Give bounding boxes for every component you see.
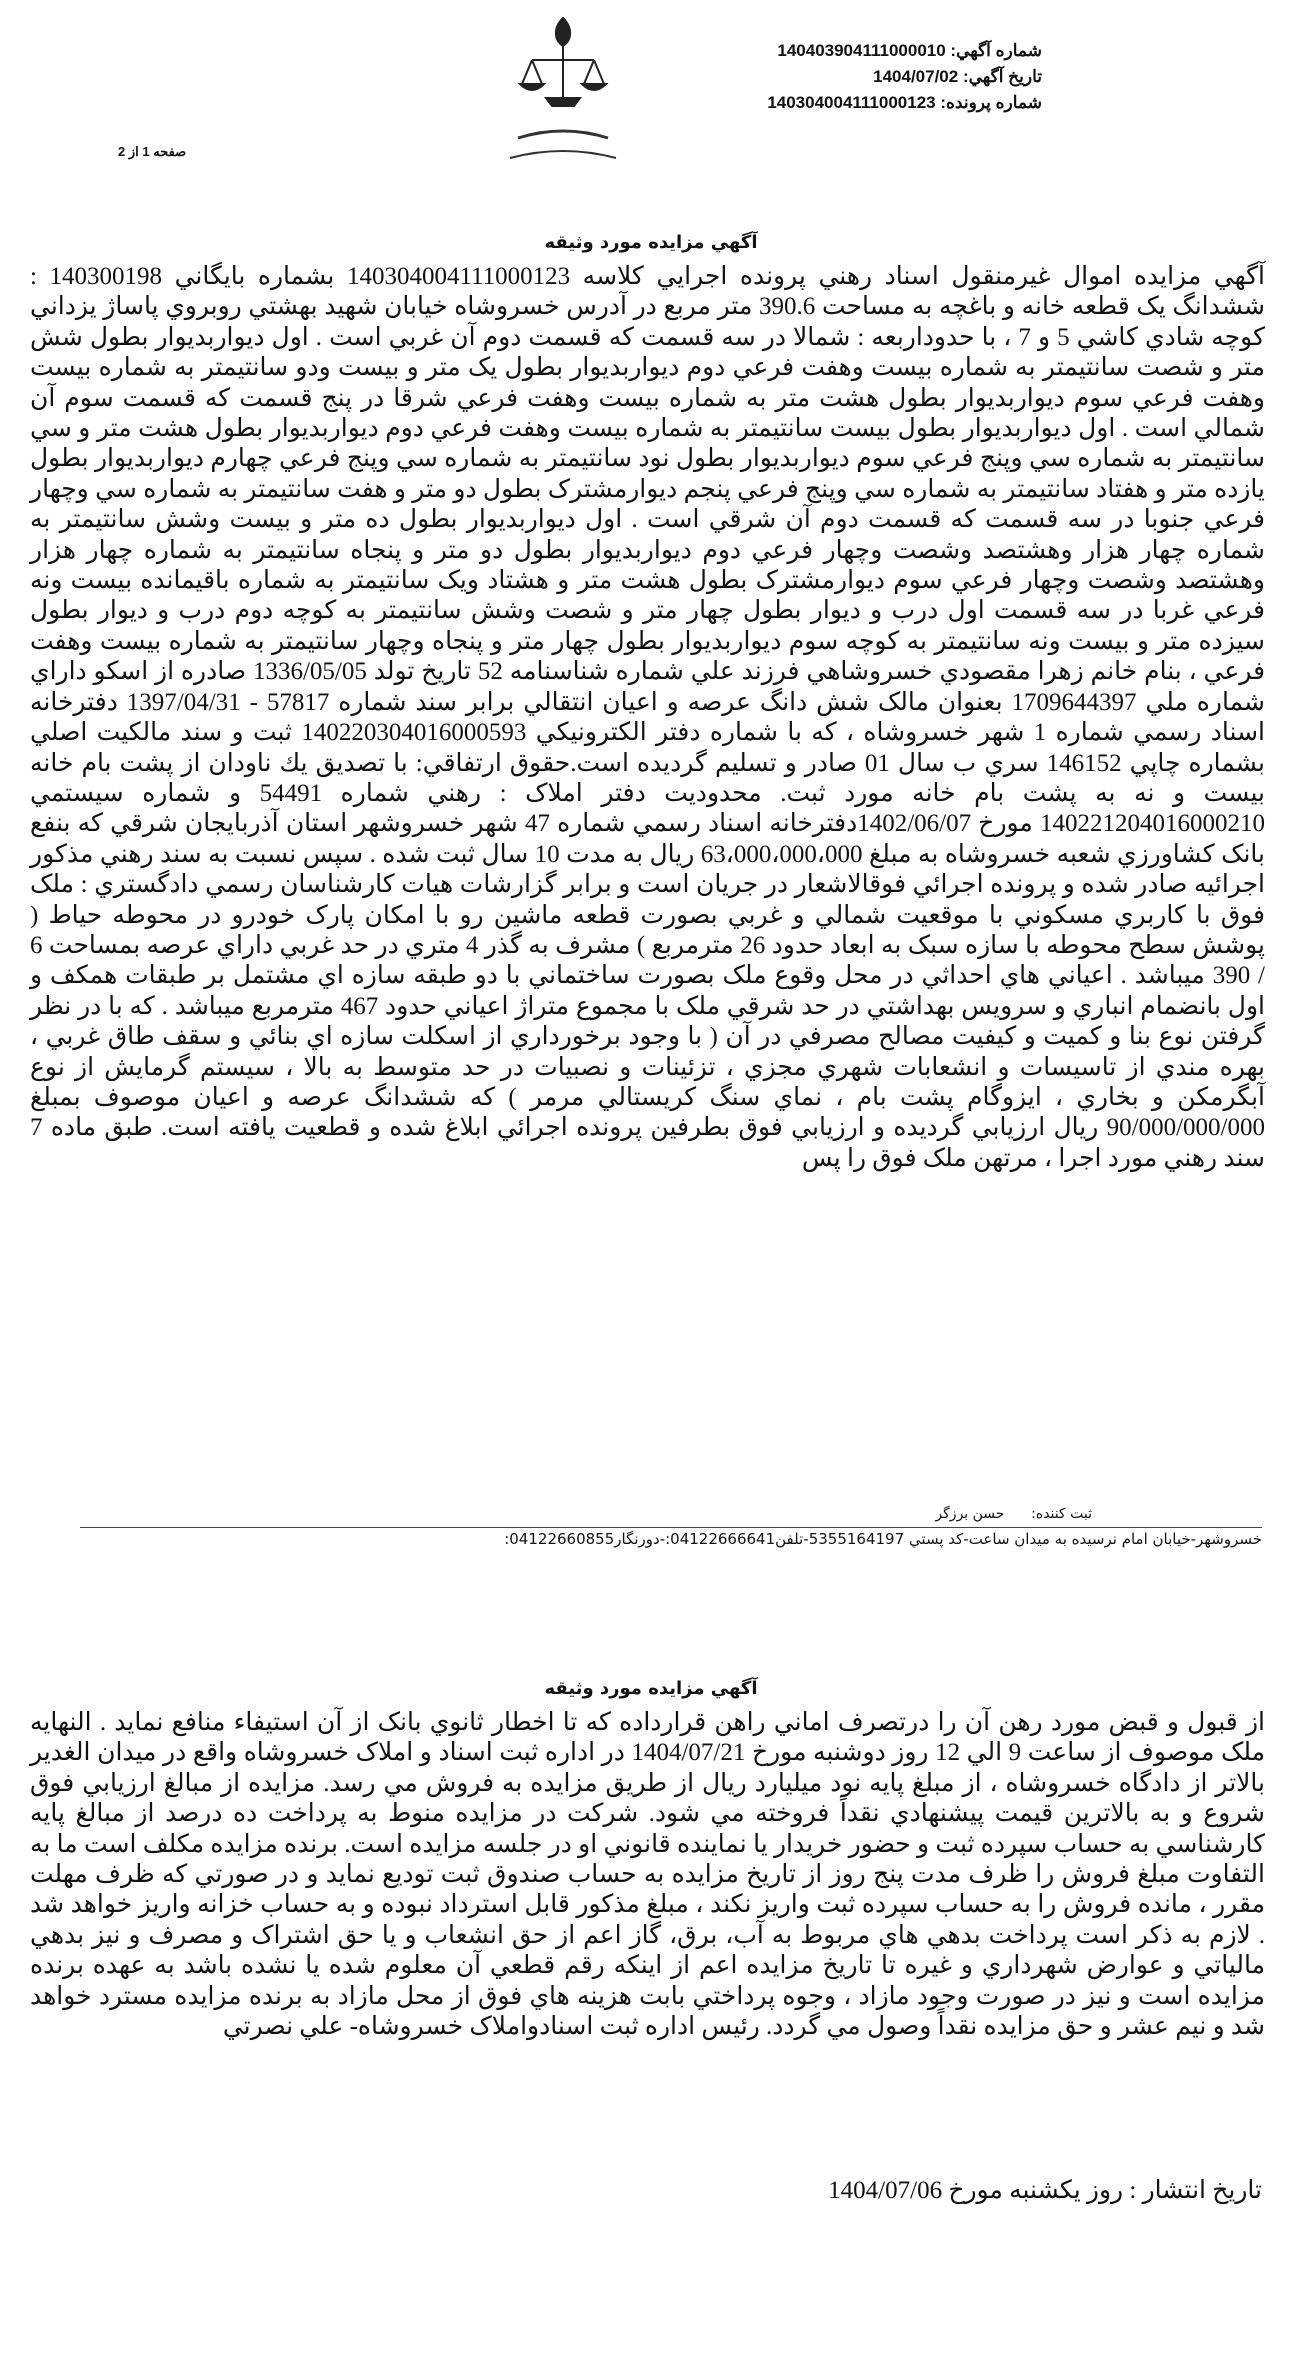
publish-date-line: تاريخ انتشار : روز يكشنبه مورخ 1404/07/06 [828,2177,1262,2204]
ad-date: 1404/07/02 [873,67,959,86]
section-2-title: آگهي مزايده مورد وثيقه [544,1678,758,1699]
divider-line [80,1527,1262,1528]
ad-date-label: تاريخ آگهي: [962,67,1042,86]
ad-date-row [702,64,1042,90]
case-number: 140304004111000123 [767,93,936,112]
case-number-label: شماره پرونده: [940,93,1042,112]
ad-number-label: شماره آگهي: [950,41,1042,60]
section-1-title: آگهي مزايده مورد وثيقه [544,232,758,253]
case-number-row [702,90,1042,116]
judiciary-emblem [488,6,638,176]
ad-number-row [702,38,1042,64]
registrar-name: حسن برزگر [935,1506,1005,1522]
office-address: خسروشهر-خيابان امام نرسيده به ميدان ساعت-كد پستي 5355164197-تلفن04122666641:-دورنگار04122660855: [504,1530,1262,1548]
section-2-body: از قبول و قبض مورد رهن آن را درتصرف اماني راهن قرارداده كه تا اخطار ثانوي بانک از آن استيفاء منافع نمايد . النهايه ملک موصوف از ساعت 9 الي 12 روز دوشنبه مورخ 1404/07/21 در اداره ثبت اسناد و املاک خسروشاه واقع در ميدان الغدير بالاتر از دادگاه خسروشاه ، از مبلغ پايه نود ميليارد ريال از طريق مزايده به فروش مي رسد. مزايده از مبالغ ارزيابي فوق شروع و به بالاترين قيمت پيشنهادي نقداً فروخته مي شود. شركت در مزايده منوط به پرداخت ده درصد از مبالغ پايه كارشناسي به حساب سپرده ثبت و حضور خريدار يا نماينده قانوني او در جلسه مزايده است. برنده مزايده مكلف است ما به التفاوت مبلغ فروش را ظرف مدت پنج روز از تاريخ مزايده به حساب صندوق ثبت توديع نمايد و در صورتي كه ظرف مهلت مقرر ، مانده فروش را به حساب سپرده ثبت واريز نكند ، مبلغ مذكور قابل استرداد نبوده و به حساب خزانه واريز خواهد شد . لازم به ذكر است پرداخت بدهي هاي مربوط به آب، برق، گاز اعم از حق انشعاب و يا حق اشتراک و مصرف و نيز بدهي مالياتي و عوارض شهرداري و غيره تا تاريخ مزايده اعم از اينكه رقم قطعي آن معلوم شده يا نشده باشد به عهده برنده مزايده است و نيز در صورت وجود مازاد ، وجوه پرداختي بابت هزينه هاي فوق از محل مازاد به برنده مزايده مسترد خواهد شد و نيم عشر و حق مزايده نقداً وصول مي گردد. رئيس اداره ثبت اسنادواملاک خسروشاه- علي نصرتي [30,1709,1265,2041]
registrar [935,1506,1092,1522]
ad-number: 14040390411100001​0 [777,41,946,60]
ad-meta-block [702,38,1042,116]
registrar-label: ثبت كننده: [1031,1506,1092,1522]
page-indicator: صفحه 1 از 2 [118,144,187,159]
section-1-body: آگهي مزايده اموال غيرمنقول اسناد رهني پرونده اجرايي كلاسه 140304004111000123 بشماره بايگاني 140300198 : ششدانگ يک قطعه خانه و باغچه به مساحت 390.6 متر مربع در آدرس خسروشاه خيابان شهيد بهشتي روبروي پاساژ يزداني كوچه شادي كاشي 5 و 7 ، با حدوداربعه : شمالا در سه قسمت كه قسمت دوم آن غربي است . اول ديواربديوار بطول شش متر و شصت سانتيمتر به شماره بيست وهفت فرعي دوم ديواربديوار بطول يک متر و بيست ودو سانتيمتر به شماره بيست وهفت فرعي سوم ديواربديوار بطول هشت متر به شماره بيست وهفت فرعي شرقا در پنج قسمت كه قسمت سوم آن شمالي است . اول ديواربديوار بطول بيست سانتيمتر به شماره بيست وهفت فرعي دوم ديواربديوار بطول هشت متر و سي سانتيمتر به شماره سي وپنج فرعي سوم ديواربديوار بطول نود سانتيمتر به شماره سي وپنج فرعي چهارم ديواربديوار بطول يازده متر و هفتاد سانتيمتر به شماره سي وپنج فرعي پنجم ديوارمشترک بطول دو متر و هفت سانتيمتر به شماره سي وچهار فرعي جنوبا در سه قسمت كه قسمت دوم آن شرقي است . اول ديواربديوار بطول ده متر و بيست وشش سانتيمتر به شماره چهار هزار وهشتصد وشصت وچهار فرعي دوم ديواربديوار بطول دو متر و پنجاه سانتيمتر به شماره چهار هزار وهشتصد وشصت وچهار فرعي سوم ديوارمشترک بطول هشت متر و هشتاد ويک سانتيمتر به شماره باقيمانده بيست ونه فرعي غربا در سه قسمت اول درب و ديوار بطول چهار متر و شصت وشش سانتيمتر به كوچه دوم درب و ديوار بطول سيزده متر و بيست ونه سانتيمتر به كوچه سوم ديواربديوار بطول چهار متر و پنجاه وچهار سانتيمتر به شماره بيست وهفت فرعي ، بنام خانم زهرا مقصودي خسروشاهي فرزند علي شماره شناسنامه 52 تاريخ تولد 1336/05/05 صادره از اسكو داراي شماره ملي 1709644397 بعنوان مالک شش دانگ عرصه و اعيان انتقالي برابر سند شماره 57817 - 1397/04/31 دفترخانه اسناد رسمي شماره 1 شهر خسروشاه ، كه با شماره دفتر الكترونيكي 140220304016000593 ثبت و سند مالكيت اصلي بشماره چاپي 146152 سري ب سال 01 صادر و تسليم گرديده است.حقوق ارتفاقي: با تصديق يك ناودان از پشت بام خانه بيست و نه به پشت بام خانه مورد ثبت. محدوديت دفتر املاک : رهني شماره 54491 و شماره سيستمي 140221204016000210 مورخ 1402/06/07دفترخانه اسناد رسمي شماره 47 شهر خسروشهر استان آذربايجان شرقي كه بنفع بانک كشاورزي شعبه خسروشاه به مبلغ 63،000،000،000 ريال به مدت 10 سال ثبت شده . سپس نسبت به سند رهني مذكور اجرائيه صادر شده و پرونده اجرائي فوقالاشعار در جريان است و برابر گزارشات هيات كارشناسان رسمي دادگستري : ملک فوق با كاربري مسكوني با موقعيت شمالي و غربي بصورت قطعه ماشين رو با امكان پارک خودرو در محوطه حياط ( پوشش سطح محوطه با سازه سبک به ابعاد حدود 26 مترمربع ) مشرف به گذر 4 متري در حد غربي داراي عرصه بمساحت 6 / 390 ميباشد . اعياني هاي احداثي در محل وقوع ملک بصورت ساختماني با دو طبقه سازه اي مشتمل بر طبقات همكف و اول بانضمام انباري و سرويس بهداشتي در حد شرقي ملک با مجموع متراژ اعياني حدود 467 مترمربع ميباشد . كه با در نظر گرفتن نوع بنا و كميت و كيفيت مصالح مصرفي در آن ( با وجود برخورداري از اسكلت سازه اي بنائي و سقف طاق غربي ، بهره مندي از تاسيسات و انشعابات شهري مجزي ، تزئينات و نصبيات در حد متوسط به بالا ، سيستم گرمايش از نوع آبگرمكن و بخاري ، ايزوگام پشت بام ، نماي سنگ كريستالي مرمر ) كه ششدانگ عرصه و اعيان موصوف بمبلغ 90/000/000/000 ريال ارزيابي گرديده و ارزيابي فوق بطرفين پرونده اجرائي ابلاغ شده و قطعيت يافته است. طبق ماده 7 سند رهني مورد اجرا ، مرتهن ملک فوق را پس [30,263,1266,1172]
